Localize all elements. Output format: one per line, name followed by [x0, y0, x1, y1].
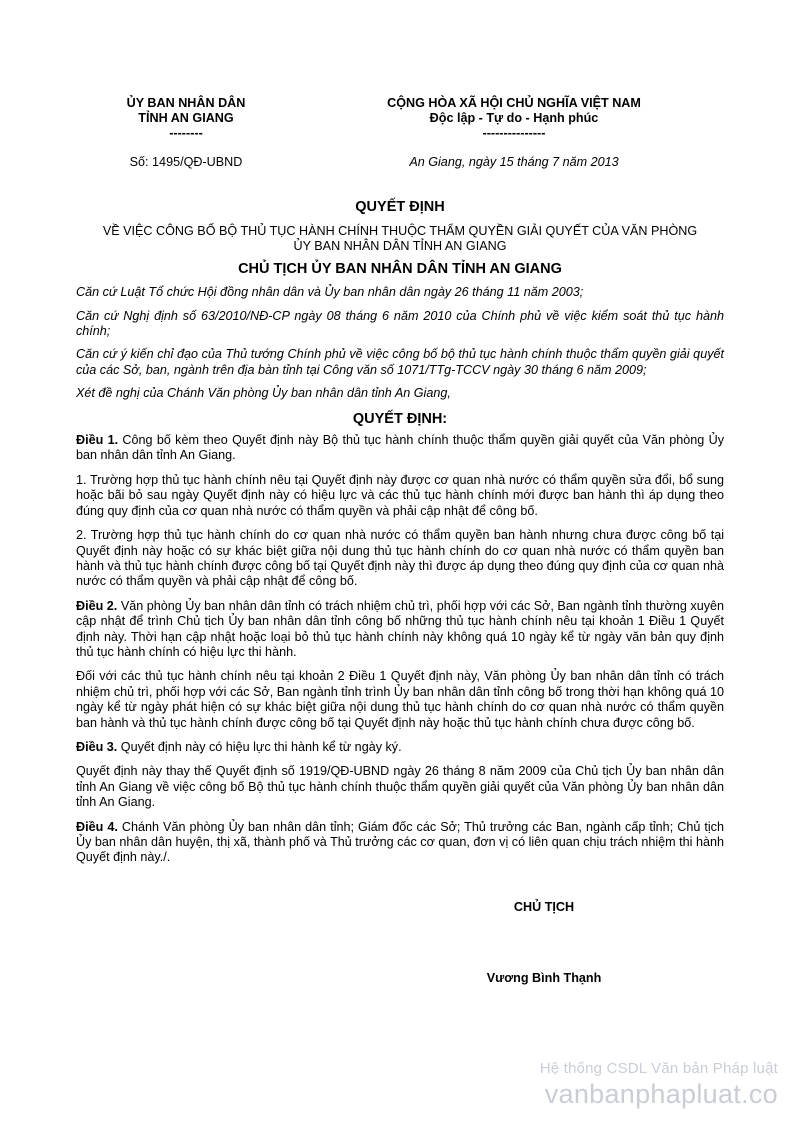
signature-block	[444, 900, 644, 987]
document-page	[76, 96, 724, 987]
signer-title: CHỦ TỊCH	[513, 899, 575, 914]
article-3-text: Quyết định này có hiệu lực thi hành kể từ ngày ký.	[117, 739, 402, 754]
article-1	[76, 433, 724, 464]
document-header	[76, 96, 724, 141]
article-3-label: Điều 3.	[76, 739, 118, 754]
decide-heading: QUYẾT ĐỊNH:	[352, 410, 448, 427]
agency-rule: --------	[169, 126, 203, 140]
article-3	[76, 740, 724, 755]
issuing-agency	[76, 96, 296, 141]
subject-line2: ỦY BAN NHÂN DÂN TỈNH AN GIANG	[293, 238, 507, 253]
legal-basis-3: Căn cứ ý kiến chỉ đạo của Thủ tướng Chính phủ về việc công bố bộ thủ tục hành chính thuộc thẩm quyền giải quyết của các Sở, ban, ngành trên địa bàn tỉnh tại Công văn số 1071/TTg-TCCV ngày 30 tháng 6 năm 2009;	[76, 347, 724, 377]
article-2	[76, 599, 724, 661]
document-number: Số: 1495/QĐ-UBND	[129, 155, 243, 169]
nation-name: CỘNG HÒA XÃ HỘI CHỦ NGHĨA VIỆT NAM	[387, 96, 641, 110]
article-1-clause-2: 2. Trường hợp thủ tục hành chính do cơ quan nhà nước có thẩm quyền ban hành nhưng chưa được công bố tại Quyết định này hoặc có sự khác biệt giữa nội dung thủ tục hành chính do cơ quan nhà nước có thẩm quyền ban hành và thủ tục hành chính được công bố tại Quyết định này thì được áp dụng theo đúng quy định của cơ quan nhà nước có thẩm quyền và phải cập nhật để công bố.	[76, 528, 724, 589]
site-watermark	[540, 1060, 778, 1110]
watermark-line1: Hệ thống CSDL Văn bản Pháp luật	[539, 1060, 778, 1077]
agency-name-line2: TỈNH AN GIANG	[138, 111, 234, 125]
article-1-text: Công bố kèm theo Quyết định này Bộ thủ tục hành chính thuộc thẩm quyền giải quyết của Văn phòng Ủy ban nhân dân tỉnh An Giang.	[76, 433, 724, 463]
article-4-label: Điều 4.	[76, 819, 118, 834]
document-type-title: QUYẾT ĐỊNH	[355, 199, 445, 216]
motto-line: Độc lập - Tự do - Hạnh phúc	[429, 111, 599, 125]
article-1-label: Điều 1.	[76, 433, 119, 448]
article-3-paragraph: Quyết định này thay thế Quyết định số 1919/QĐ-UBND ngày 26 tháng 8 năm 2009 của Chủ tịch Ủy ban nhân dân tỉnh An Giang về việc công bố Bộ thủ tục hành chính thuộc thẩm quyền giải quyết của Văn phòng Ủy ban nhân dân tỉnh An Giang.	[76, 764, 724, 810]
legal-basis-4: Xét đề nghị của Chánh Văn phòng Ủy ban nhân dân tỉnh An Giang,	[76, 386, 451, 401]
watermark-line2: vanbanphapluat.co	[544, 1079, 778, 1109]
article-2-text: Văn phòng Ủy ban nhân dân tỉnh có trách nhiệm chủ trì, phối hợp với các Sở, Ban ngành tỉnh thường xuyên cập nhật để trình Chủ tịch Ủy ban nhân dân tỉnh công bố những thủ tục hành chính nêu tại khoản 1 Điều 1 Quyết định này. Thời hạn cập nhật hoặc loại bỏ thủ tục hành chính này không quá 10 ngày kể từ ngày văn bản quy định thủ tục hành chính có hiệu lực thi hành.	[76, 598, 724, 659]
article-1-clause-1: 1. Trường hợp thủ tục hành chính nêu tại Quyết định này được cơ quan nhà nước có thẩm quyền sửa đổi, bổ sung hoặc bãi bỏ sau ngày Quyết định này có hiệu lực và các thủ tục hành chính mới được ban hành thì áp dụng theo đúng quy định của cơ quan nhà nước có thẩm quyền và phải cập nhật để công bố.	[76, 472, 724, 518]
national-motto	[304, 96, 724, 141]
article-2-label: Điều 2.	[76, 598, 118, 613]
issuing-authority: CHỦ TỊCH ỦY BAN NHÂN DÂN TỈNH AN GIANG	[238, 260, 562, 277]
document-body	[76, 433, 724, 866]
place-date: An Giang, ngày 15 tháng 7 năm 2013	[409, 155, 619, 169]
document-meta	[76, 155, 724, 170]
article-4	[76, 820, 724, 866]
article-4-text: Chánh Văn phòng Ủy ban nhân dân tỉnh; Giám đốc các Sở; Thủ trưởng các Ban, ngành cấp tỉnh; Chủ tịch Ủy ban nhân dân huyện, thị xã, thành phố và Thủ trưởng các cơ quan, đơn vị có liên quan chịu trách nhiệm thi hành Quyết định này./.	[76, 819, 724, 865]
subject-line1: VỀ VIỆC CÔNG BỐ BỘ THỦ TỤC HÀNH CHÍNH THUỘC THẨM QUYỀN GIẢI QUYẾT CỦA VĂN PHÒNG	[102, 223, 698, 238]
legal-basis-1: Căn cứ Luật Tổ chức Hội đồng nhân dân và Ủy ban nhân dân ngày 26 tháng 11 năm 2003;	[76, 285, 584, 300]
agency-name-line1: ỦY BAN NHÂN DÂN	[126, 96, 246, 110]
motto-rule: ---------------	[482, 126, 546, 140]
legal-basis-2: Căn cứ Nghị định số 63/2010/NĐ-CP ngày 08 tháng 6 năm 2010 của Chính phủ về việc kiểm soát thủ tục hành chính;	[76, 308, 724, 339]
signer-name: Vương Bình Thạnh	[486, 971, 602, 986]
document-subject	[76, 224, 724, 254]
article-2-paragraph: Đối với các thủ tục hành chính nêu tại khoản 2 Điều 1 Quyết định này, Văn phòng Ủy ban nhân dân tỉnh có trách nhiệm chủ trì, phối hợp với các Sở, Ban ngành tỉnh trình Ủy ban nhân dân tỉnh công bố trong thời hạn không quá 10 ngày kể từ ngày phát hiện có sự khác biệt giữa nội dung thủ tục hành chính do cơ quan nhà nước có thẩm quyền ban hành và thủ tục hành chính được công bố tại Quyết định này hoặc thủ tục hành chính chưa được công bố.	[76, 669, 724, 730]
